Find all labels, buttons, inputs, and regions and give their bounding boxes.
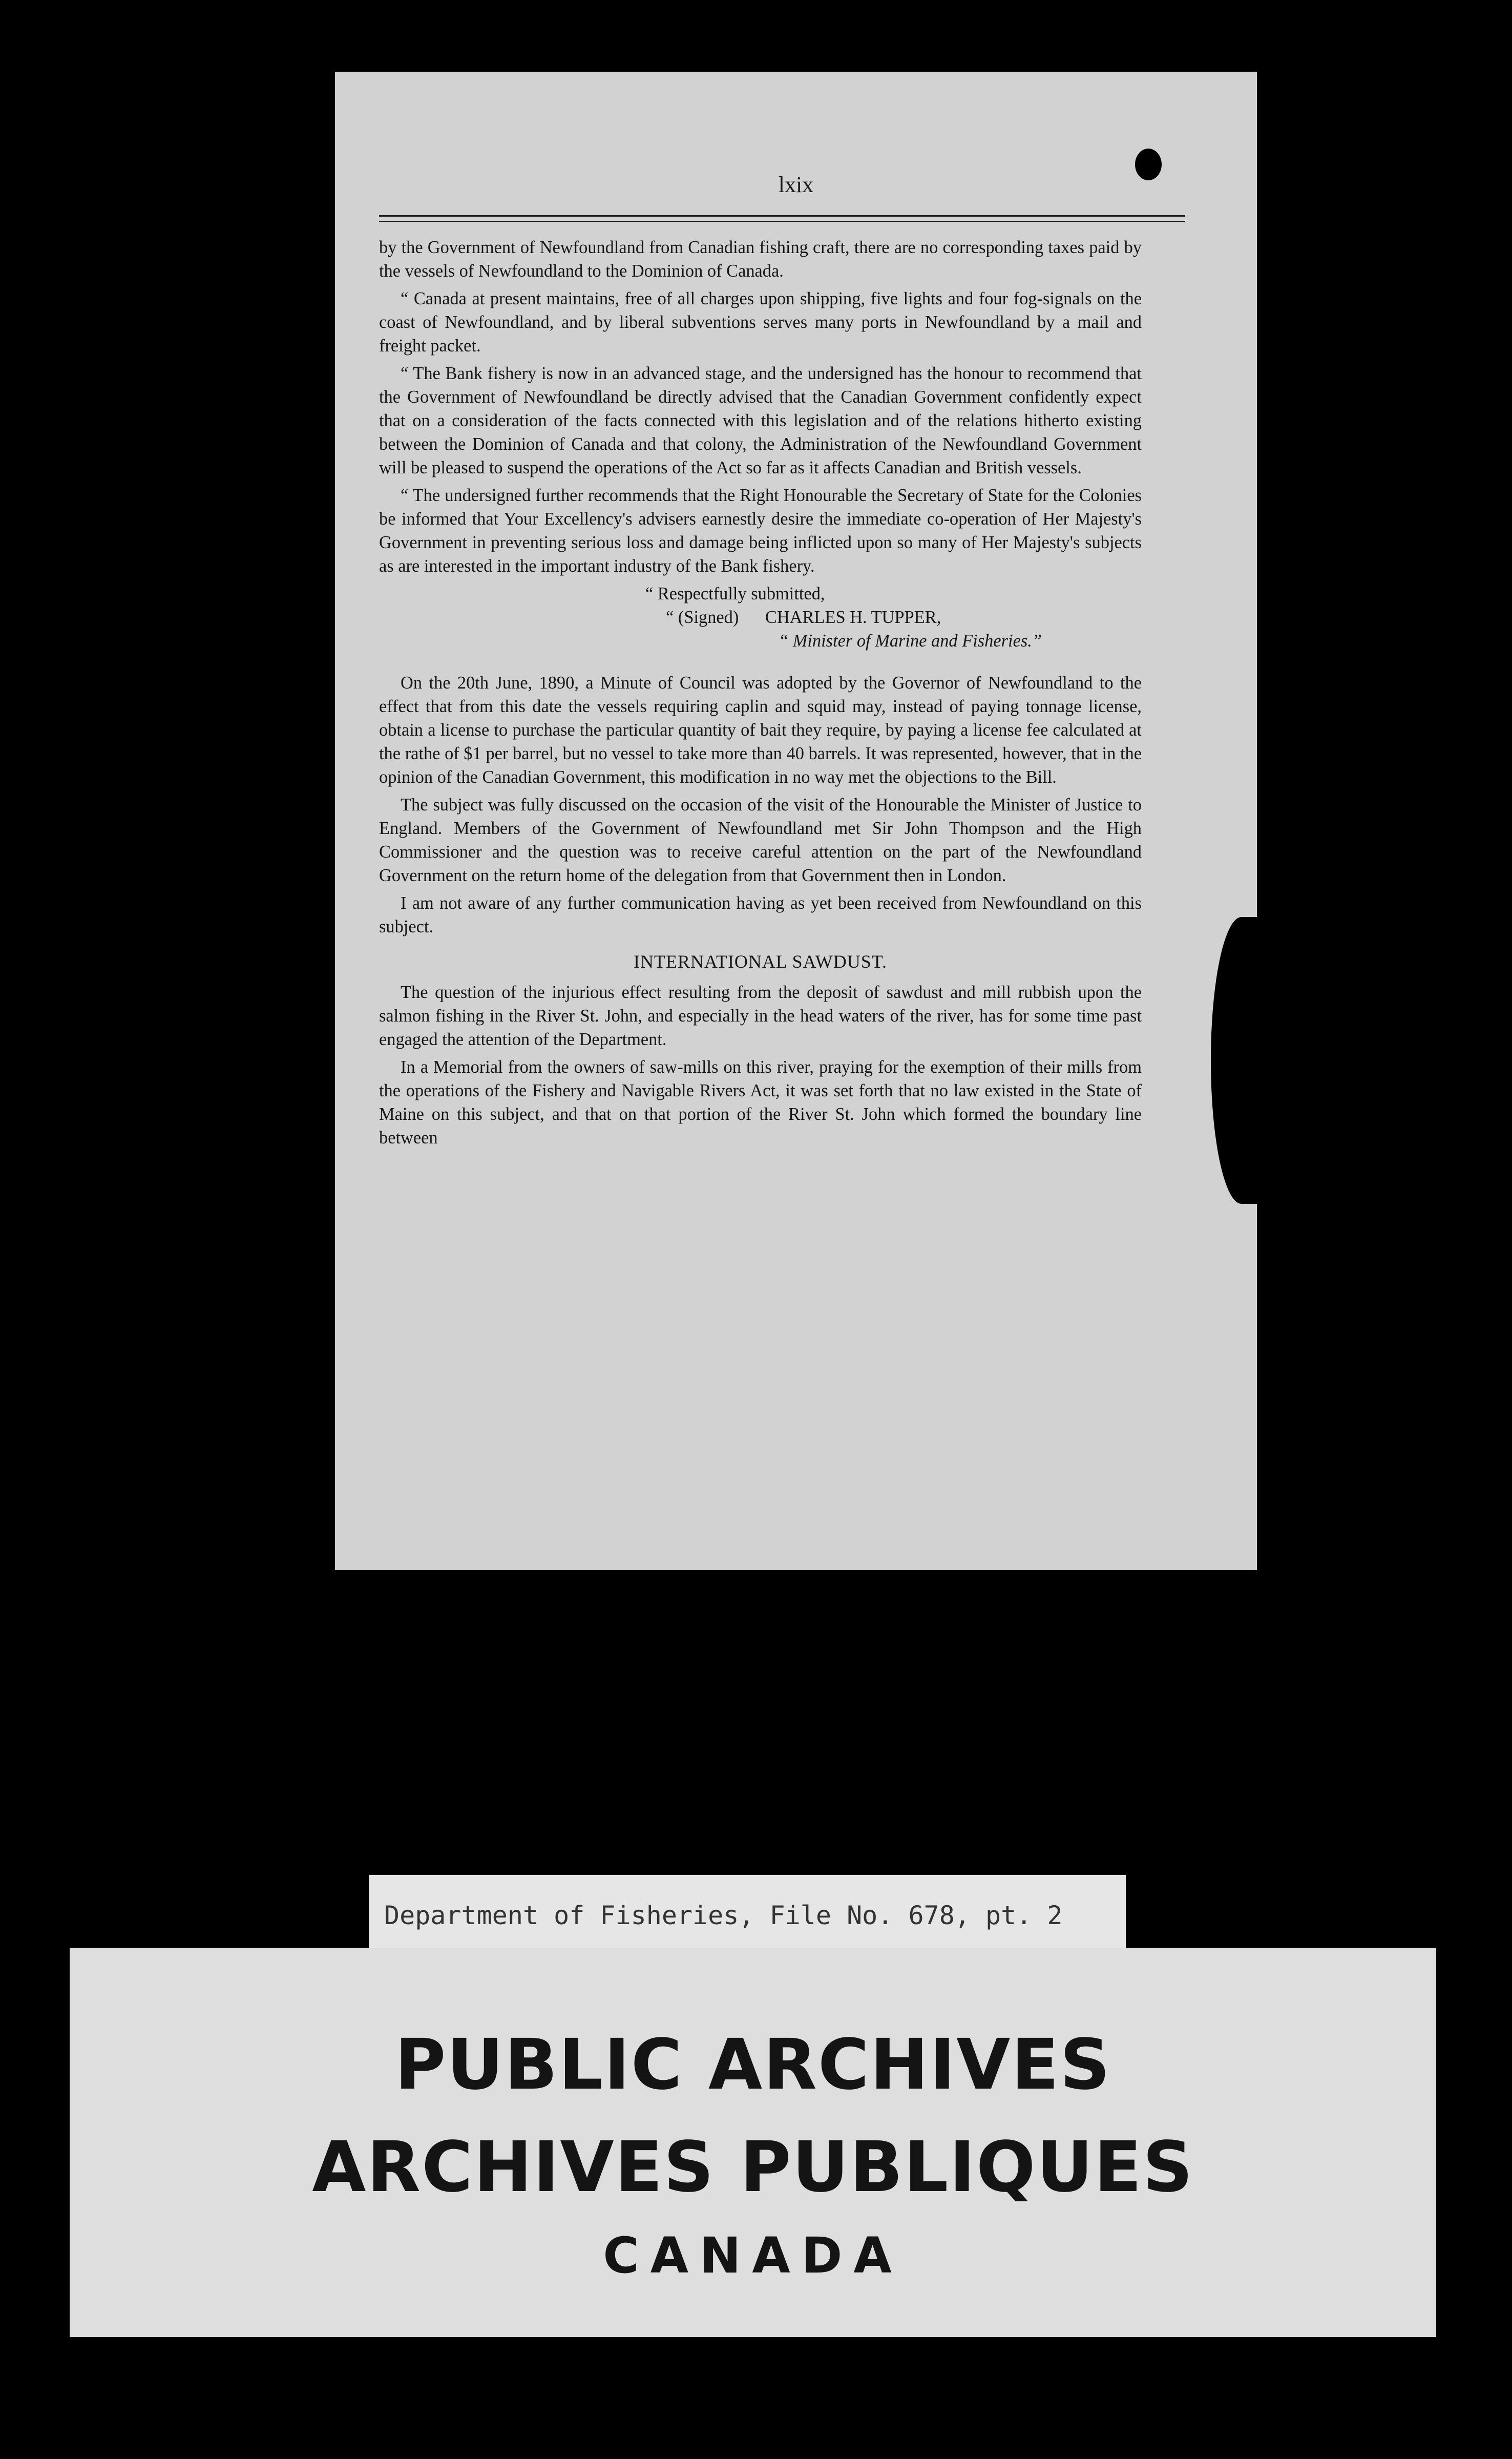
torn-edge bbox=[1211, 917, 1272, 1204]
stamp-line-canada: CANADA bbox=[603, 2227, 903, 2284]
paragraph: “ The Bank fishery is now in an advanced stage, and the undersigned has the honour to recommend that the Government of Newfoundland be directly advised that the Canadian Government confidently expect that on a consideration of the facts connected with this legislation and of the relations hitherto existing between the Dominion of Canada and that colony, the Administration of the Newfoundland Government will be pleased to suspend the operations of the Act so far as it affects Canadian and British vessels. bbox=[379, 364, 1142, 477]
paragraph: The question of the injurious effect resulting from the deposit of sawdust and mill rubbish upon the salmon fishing in the River St. John, and especially in the head waters of the river, has for some time past engaged the attention of the Department. bbox=[379, 983, 1142, 1049]
stamp-line-public-archives: PUBLIC ARCHIVES bbox=[394, 2025, 1111, 2106]
paragraph: “ Canada at present maintains, free of all charges upon shipping, five lights and four fog-signals on the coast of Newfoundland, and by liberal subventions serves many ports in Newfoundland by a mail and freight packet. bbox=[379, 289, 1142, 356]
paragraph: “ The undersigned further recommends that the Right Honourable the Secretary of State for the Colonies be informed that Your Excellency's advisers earnestly desire the immediate co-operation of Her Majesty's Government in preventing serious loss and damage being inflicted upon so many of Her Majesty's subjects as are interested in the important industry of the Bank fishery. bbox=[379, 486, 1142, 576]
file-label-text: Department of Fisheries, File No. 678, pt. 2 bbox=[384, 1900, 1063, 1930]
paragraph: On the 20th June, 1890, a Minute of Council was adopted by the Governor of Newfoundland to the effect that from this date the vessels requiring caplin and squid may, instead of paying tonnage license, obtain a license to purchase the particular quantity of bait they require, by paying a license fee calculated at the rathe of $1 per barrel, but no vessel to take more than 40 barrels. It was represented, however, that in the opinion of the Canadian Government, this modification in no way met the objections to the Bill. bbox=[379, 673, 1142, 787]
archive-stamp bbox=[70, 1948, 1436, 2337]
paragraph: I am not aware of any further communication having as yet been received from Newfoundland on this subject. bbox=[379, 893, 1142, 936]
paragraph: In a Memorial from the owners of saw-mills on this river, praying for the exemption of their mills from the operations of the Fishery and Navigable Rivers Act, it was set forth that no law existed in the State of Maine on this subject, and that on that portion of the River St. John which formed the boundary line between bbox=[379, 1057, 1142, 1148]
section-heading: INTERNATIONAL SAWDUST. bbox=[633, 951, 888, 972]
page-number: lxix bbox=[778, 172, 814, 197]
header-rule bbox=[379, 215, 1185, 222]
document-page bbox=[335, 72, 1257, 1570]
signature-block bbox=[379, 582, 1142, 653]
closing-respectfully: “ Respectfully submitted, bbox=[645, 584, 825, 603]
paragraph: The subject was fully discussed on the occasion of the visit of the Honourable the Minister of Justice to England. Members of the Government of Newfoundland met Sir John Thompson and the High Commissioner and the question was to receive careful attention on the part of the Newfoundland Government on the return home of the delegation from that Government then in London. bbox=[379, 795, 1142, 885]
stamp-line-archives-publiques: ARCHIVES PUBLIQUES bbox=[312, 2127, 1194, 2208]
closing-title: “ Minister of Marine and Fisheries.” bbox=[779, 631, 1042, 651]
file-label bbox=[369, 1875, 1126, 1955]
paragraph: by the Government of Newfoundland from Canadian fishing craft, there are no corresponding taxes paid by the vessels of Newfoundland to the Dominion of Canada. bbox=[379, 238, 1142, 281]
document-body bbox=[379, 236, 1142, 1154]
closing-signed: “ (Signed) CHARLES H. TUPPER, bbox=[666, 608, 941, 627]
